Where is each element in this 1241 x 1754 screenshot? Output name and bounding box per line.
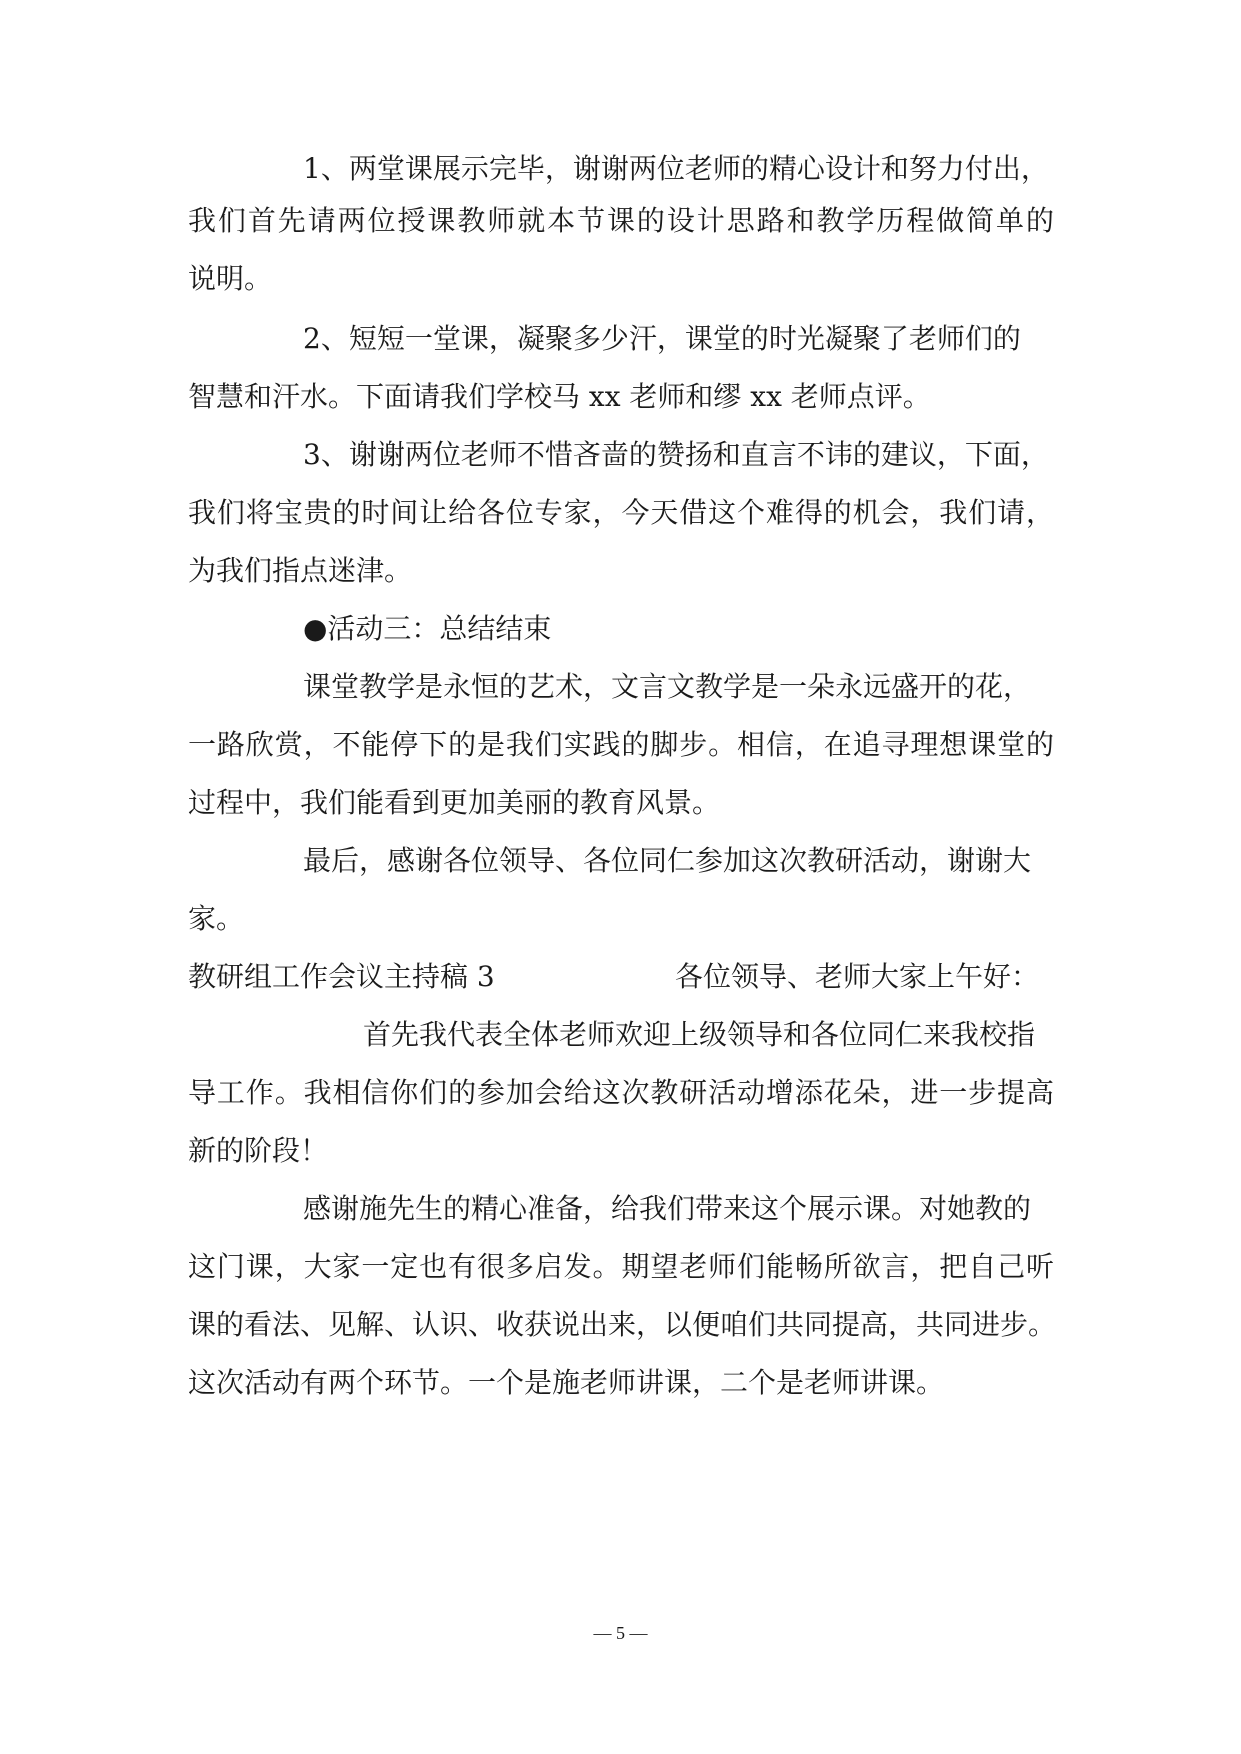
activity-three-heading: ●活动三：总结结束 <box>303 612 552 645</box>
document-title: 教研组工作会议主持稿 3 <box>188 960 495 993</box>
paragraph-8-line-2: 这门课，大家一定也有很多启发。期望老师们能畅所欲言，把自己听 <box>188 1250 1054 1283</box>
paragraph-5-line-2: 一路欣赏，不能停下的是我们实践的脚步。相信，在追寻理想课堂的 <box>188 728 1054 761</box>
paragraph-3-line-1: 3、谢谢两位老师不惜吝啬的赞扬和直言不讳的建议，下面， <box>303 438 1049 471</box>
paragraph-3-line-2: 我们将宝贵的时间让给各位专家，今天借这个难得的机会，我们请， <box>188 496 1054 529</box>
paragraph-8-line-4: 这次活动有两个环节。一个是施老师讲课，二个是老师讲课。 <box>188 1366 945 1399</box>
paragraph-1-line-1: 1、两堂课展示完毕，谢谢两位老师的精心设计和努力付出， <box>303 152 1049 185</box>
page-number: — 5 — <box>593 1623 648 1643</box>
paragraph-2-line-1: 2、短短一堂课，凝聚多少汗，课堂的时光凝聚了老师们的 <box>303 322 1021 355</box>
paragraph-1-line-3: 说明。 <box>188 262 273 295</box>
paragraph-1-line-2: 我们首先请两位授课教师就本节课的设计思路和教学历程做简单的 <box>188 204 1054 237</box>
paragraph-7-line-3: 新的阶段！ <box>188 1134 329 1167</box>
paragraph-2-line-2: 智慧和汗水。下面请我们学校马 xx 老师和缪 xx 老师点评。 <box>188 380 931 413</box>
paragraph-8-line-3: 课的看法、见解、认识、收获说出来，以便咱们共同提高，共同进步。 <box>188 1308 1057 1341</box>
paragraph-6-line-2: 家。 <box>188 902 245 935</box>
paragraph-7-line-1: 首先我代表全体老师欢迎上级领导和各位同仁来我校指 <box>363 1018 1036 1051</box>
paragraph-5-line-1: 课堂教学是永恒的艺术，文言文教学是一朵永远盛开的花， <box>303 670 1032 703</box>
paragraph-5-line-3: 过程中，我们能看到更加美丽的教育风景。 <box>188 786 721 819</box>
paragraph-8-line-1: 感谢施先生的精心准备，给我们带来这个展示课。对她教的 <box>303 1192 1032 1225</box>
paragraph-7-line-2: 导工作。我相信你们的参加会给这次教研活动增添花朵，进一步提高 <box>188 1076 1054 1109</box>
greeting: 各位领导、老师大家上午好： <box>675 960 1040 993</box>
paragraph-6-line-1: 最后，感谢各位领导、各位同仁参加这次教研活动，谢谢大 <box>303 844 1032 877</box>
paragraph-3-line-3: 为我们指点迷津。 <box>188 554 413 587</box>
